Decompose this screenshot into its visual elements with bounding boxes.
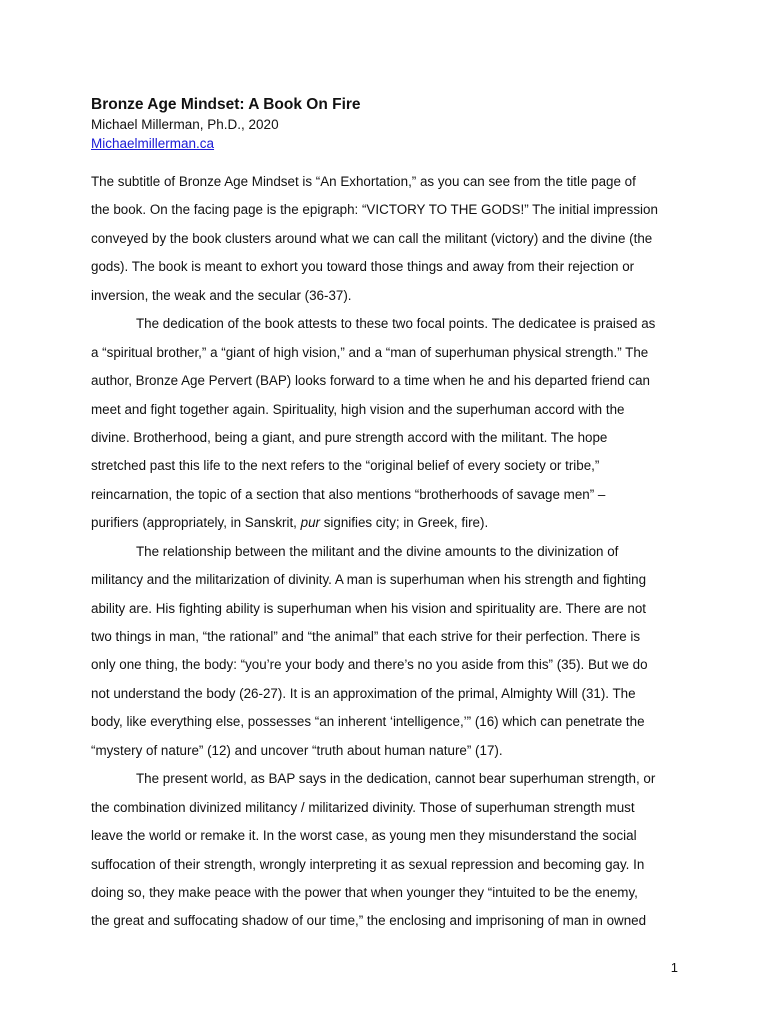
text-line: the great and suffocating shadow of our time,” the enclosing and imprisoning of man in owned — [91, 913, 647, 929]
text-line: divine. Brotherhood, being a giant, and pure strength accord with the militant. The hope — [91, 429, 608, 445]
document-body — [91, 168, 681, 936]
text-line: ability are. His fighting ability is superhuman when his vision and spirituality are. There are not — [91, 600, 646, 616]
text-line: not understand the body (26-27). It is an approximation of the primal, Almighty Will (31). The — [91, 685, 636, 701]
text-line: suffocation of their strength, wrongly interpreting it as sexual repression and becoming gay. In — [91, 856, 645, 872]
text-line: two things in man, “the rational” and “the animal” that each strive for their perfection. There is — [91, 629, 641, 644]
text-line: stretched past this life to the next refers to the “original belief of every society or tribe,” — [91, 458, 600, 474]
text-line: the book. On the facing page is the epigraph: “VICTORY TO THE GODS!” The initial impression — [91, 202, 658, 218]
text-line: The dedication of the book attests to these two focal points. The dedicatee is praised as — [136, 316, 656, 332]
text-line: the combination divinized militancy / militarized divinity. Those of superhuman strength must — [91, 799, 635, 815]
paragraph-2 — [91, 310, 681, 538]
text-line: The relationship between the militant and the divine amounts to the divinization of — [136, 543, 619, 559]
text-line: inversion, the weak and the secular (36-37). — [91, 287, 352, 303]
text-line: leave the world or remake it. In the worst case, as young men they misunderstand the social — [91, 828, 637, 844]
text-line: The subtitle of Bronze Age Mindset is “An Exhortation,” as you can see from the title page of — [91, 174, 636, 189]
text-line: conveyed by the book clusters around what we can call the militant (victory) and the divine (the — [91, 230, 653, 246]
text-line: doing so, they make peace with the power that when younger they “intuited to be the enemy, — [91, 884, 638, 900]
text-line: a “spiritual brother,” a “giant of high vision,” and a “man of superhuman physical strength.” The — [91, 344, 649, 360]
page-number: 1 — [670, 960, 678, 975]
text-line-with-italic: purifiers (appropriately, in Sanskrit, pur signifies city; in Greek, fire). — [91, 515, 489, 531]
paragraph-1 — [91, 168, 681, 310]
text-line: reincarnation, the topic of a section that also mentions “brotherhoods of savage men” – — [91, 486, 606, 502]
text-line: The present world, as BAP says in the dedication, cannot bear superhuman strength, or — [136, 771, 656, 787]
text-line: body, like everything else, possesses “an inherent ‘intelligence,’” (16) which can penetrate the — [91, 714, 645, 730]
paragraph-3 — [91, 538, 681, 766]
text-line: “mystery of nature” (12) and uncover “truth about human nature” (17). — [91, 742, 503, 758]
text-line: militancy and the militarization of divinity. A man is superhuman when his strength and fighting — [91, 572, 647, 588]
author-line: Michael Millerman, Ph.D., 2020 — [91, 117, 279, 132]
text-line: meet and fight together again. Spirituality, high vision and the superhuman accord with the — [91, 401, 625, 417]
text-line: gods). The book is meant to exhort you toward those things and away from their rejection or — [91, 259, 635, 275]
website-link[interactable]: Michaelmillerman.ca — [91, 136, 215, 151]
text-line: only one thing, the body: “you’re your body and there’s no you aside from this” (35). But we do — [91, 657, 648, 673]
document-header — [91, 94, 691, 153]
paragraph-4 — [91, 765, 681, 936]
document-title: Bronze Age Mindset: A Book On Fire — [91, 96, 361, 113]
text-line: author, Bronze Age Pervert (BAP) looks forward to a time when he and his departed friend can — [91, 373, 650, 389]
italic-term: pur — [300, 515, 320, 531]
